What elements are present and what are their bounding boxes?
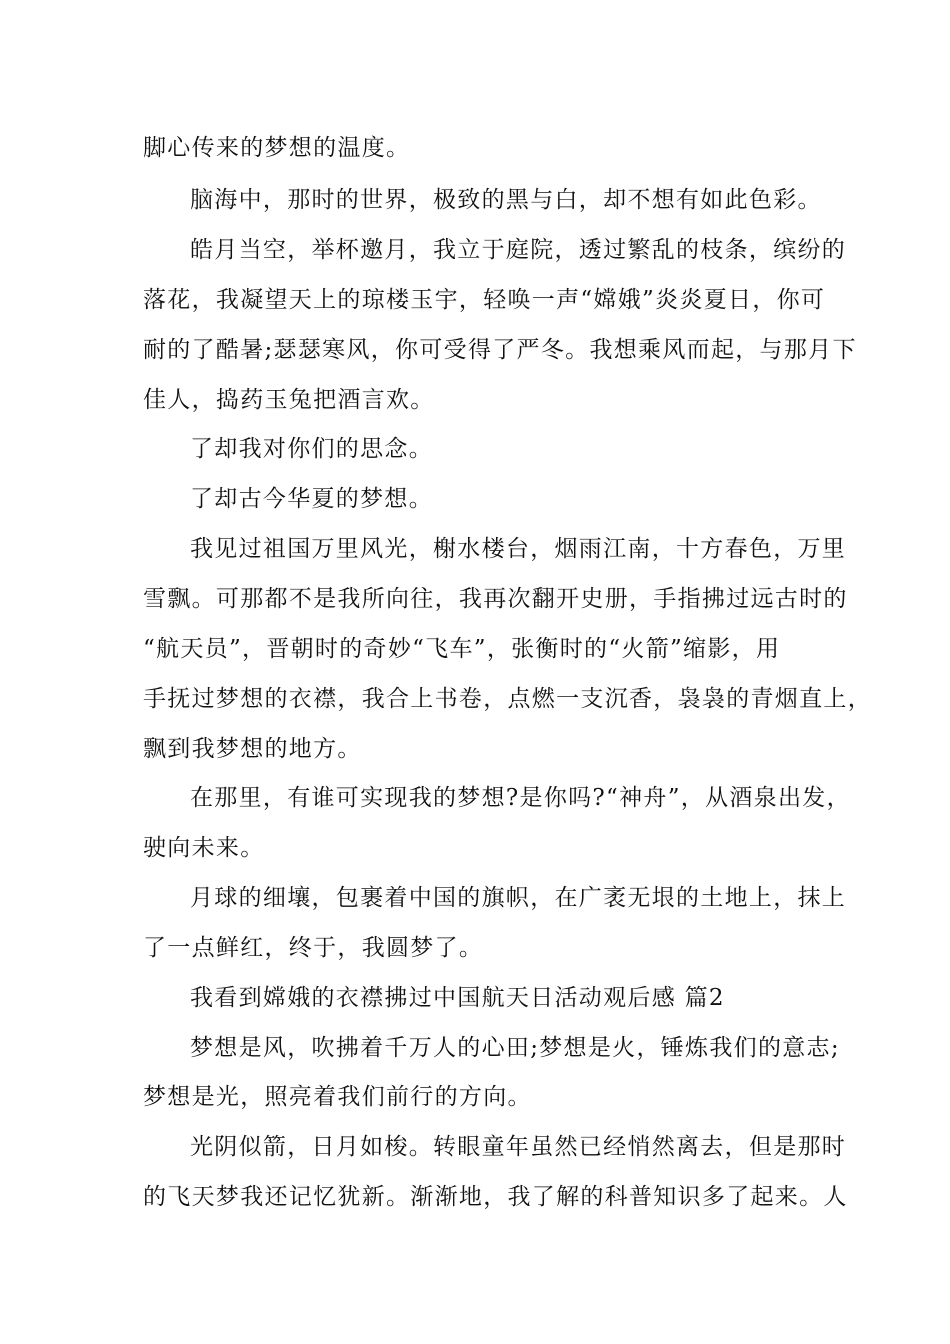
text-line: 飘到我梦想的地方。 <box>143 736 362 762</box>
text-line: 在那里，有谁可实现我的梦想?是你吗?“神舟”，从酒泉出发， <box>190 785 851 811</box>
text-line: “航天员”，晋朝时的奇妙“飞车”，张衡时的“火箭”缩影，用 <box>143 636 781 662</box>
section-heading: 我看到嫦娥的衣襟拂过中国航天日活动观后感 篇2 <box>190 985 725 1011</box>
text-line: 了却我对你们的思念。 <box>190 436 433 462</box>
text-line: 雪飘。可那都不是我所向往，我再次翻开史册，手指拂过远古时的 <box>143 586 848 612</box>
text-line: 落花，我凝望天上的琼楼玉宇，轻唤一声“嫦娥”炎炎夏日，你可 <box>143 287 826 313</box>
text-line: 耐的了酷暑;瑟瑟寒风，你可受得了严冬。我想乘风而起，与那月下 <box>143 337 857 363</box>
text-line: 梦想是风，吹拂着千万人的心田;梦想是火，锤炼我们的意志; <box>190 1035 840 1061</box>
text-line: 驶向未来。 <box>143 835 265 861</box>
text-line: 脚心传来的梦想的温度。 <box>143 135 411 161</box>
text-line: 了却古今华夏的梦想。 <box>190 486 433 512</box>
text-line: 的飞天梦我还记忆犹新。渐渐地，我了解的科普知识多了起来。人 <box>143 1184 848 1210</box>
text-line: 佳人，捣药玉兔把酒言欢。 <box>143 387 435 413</box>
text-line: 脑海中，那时的世界，极致的黑与白，却不想有如此色彩。 <box>190 187 822 213</box>
text-line: 皓月当空，举杯邀月，我立于庭院，透过繁乱的枝条，缤纷的 <box>190 237 847 263</box>
text-line: 手抚过梦想的衣襟，我合上书卷，点燃一支沉香，袅袅的青烟直上， <box>143 686 872 712</box>
text-line: 光阴似箭，日月如梭。转眼童年虽然已经悄然离去，但是那时 <box>190 1134 847 1160</box>
text-line: 梦想是光，照亮着我们前行的方向。 <box>143 1084 532 1110</box>
text-line: 月球的细壤，包裹着中国的旗帜，在广袤无垠的土地上，抹上 <box>190 885 847 911</box>
text-line: 了一点鲜红，终于，我圆梦了。 <box>143 935 484 961</box>
text-line: 我见过祖国万里风光，榭水楼台，烟雨江南，十方春色，万里 <box>190 536 847 562</box>
